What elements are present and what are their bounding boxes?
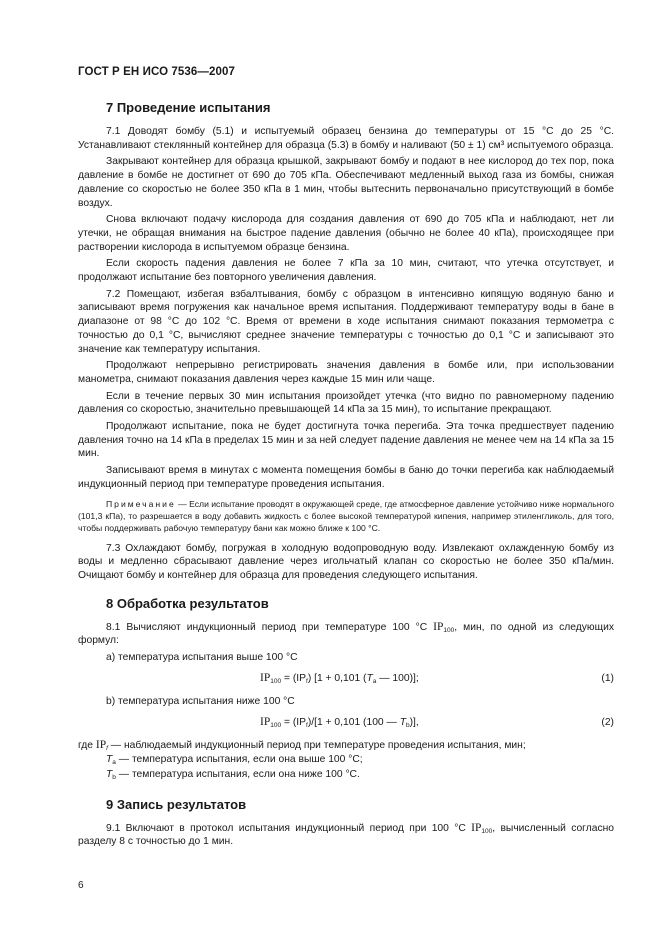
paragraph-7-3: 7.3 Охлаждают бомбу, погружая в холодную водопроводную воду. Извлекают охлажденную бомбу из воды и медленно сбрасывают давление через игольчатый клапан со скоростью не более 350 кПа/мин. Очищают бомбу и контейнер для образца для проведения следующего испытания. [78,542,614,581]
page-content [78,100,614,852]
definition-tb: $T_b$ — температура испытания, если она ниже 100 °С. [106,768,360,781]
paragraph: Закрывают контейнер для образца крышкой, закрывают бомбу и подают в нее кислород до тех пор, пока давление в бомбе не достигнет от 690 до 705 кПа. Обеспечивают медленный выход газа из бомбы, снижая давление со скоростью не более 350 кПа в 1 мин, чтобы вытеснить первоначально присутствующий в бомбе воздух. [78,156,614,209]
section-9-title: 9 Запись результатов [106,796,247,812]
section-7-title: 7 Проведение испытания [106,100,271,115]
formula-2 [78,713,614,733]
paragraph: Если скорость падения давления не более 7 кПа за 10 мин, считают, что утечка отсутствует, и продолжают испытание без повторного увеличения давления. [78,258,614,284]
paragraph: Продолжают непрерывно регистрировать значения давления в бомбе или, при использовании манометра, снимают показания давления через каждые 15 мин или чаще. [78,360,614,385]
formula-2-expression: $IP_{100} = (IP_f)/[1 + 0,101$ (100 — $T_b$)], [260,715,419,729]
paragraph: Если в течение первых 30 мин испытания произойдет утечка (что видно по равномерному падению давления со скоростью, значительно превышающей 14 кПа за 15 мин), то испытание прекращают. [78,390,614,416]
list-item-b: b) температура испытания ниже 100 °С [106,695,295,707]
formula-1 [78,669,614,689]
paragraph-9-1: 9.1 Включают в протокол испытания индукционный период при 100 °С $IP_{100}$, вычисленный согласно разделу 8 с точностью до 1 мин. [78,821,615,848]
formula-1-number: (1) [601,672,614,684]
section-8-title: 8 Обработка результатов [106,595,269,611]
paragraph: Записывают время в минутах с момента помещения бомбы в баню до точки перегиба как наблюдаемый индукционный период при температуре проведения испытания. [78,465,614,490]
document-header: ГОСТ Р ЕН ИСО 7536—2007 [78,66,235,78]
paragraph: Снова включают подачу кислорода для создания давления от 690 до 705 кПа и наблюдают, нет ли утечки, не обращая внимания на быстрое падение давления (обычно не более 40 кПа), происходящее при растворении кислорода в испытуемом образце бензина. [78,214,614,253]
note-text: — Если испытание проводят в окружающей среде, где атмосферное давление устойчиво ниже нормального (101,3 кПа), то разрешается в воду добавить жидкость с более высокой температурой кипения, например этиленгликоль, для того, чтобы поддерживать рабочую температуру бани как можно ближе к 100 °С. [78,498,614,533]
paragraph-7-2: 7.2 Помещают, избегая взбалтывания, бомбу с образцом в интенсивно кипящую водяную баню и записывают время погружения как начальное время испытания. Поддерживают температуру воды в бане в диапазоне от 98 °С до 102 °С. Время от времени в ходе испытания снимают показания термометра с точностью до 0,1 °С, вычисляют среднее значение температуры с точностью до 0,1 °С и записывают это значение как температуру испытания. [78,288,614,355]
definitions [78,739,614,782]
paragraph-8-1: 8.1 Вычисляют индукционный период при температуре 100 °С $IP_{100}$, мин, по одной из следующих формул: [78,620,614,647]
formula-1-expression: $IP_{100} = (IP_f) [1 + 0,101$ ($T_a$ — 100)]; [260,671,419,685]
formula-2-number: (2) [601,716,614,728]
page-number: 6 [78,880,84,891]
note-label: Примечание [106,498,176,509]
paragraph: Продолжают испытание, пока не будет достигнута точка перегиба. Эта точка предшествует падению давления точно на 14 кПа в пределах 15 мин и за ней следует падение давления не менее чем на 14 кПа за 15 мин. [78,421,614,460]
paragraph-7-1: 7.1 Доводят бомбу (5.1) и испытуемый образец бензина до температуры от 15 °С до 25 °С. Устанавливают стеклянный контейнер для образца (5.3) в бомбу и наливают (50 ± 1) см³ испытуемого образца. [78,126,614,151]
definition-ipf: где $IP_f$ — наблюдаемый индукционный период при температуре проведения испытания, мин; [78,738,526,752]
list-item-a: а) температура испытания выше 100 °С [106,652,298,664]
note [78,498,614,534]
definition-ta: $T_a$ — температура испытания, если она выше 100 °С; [106,754,363,767]
